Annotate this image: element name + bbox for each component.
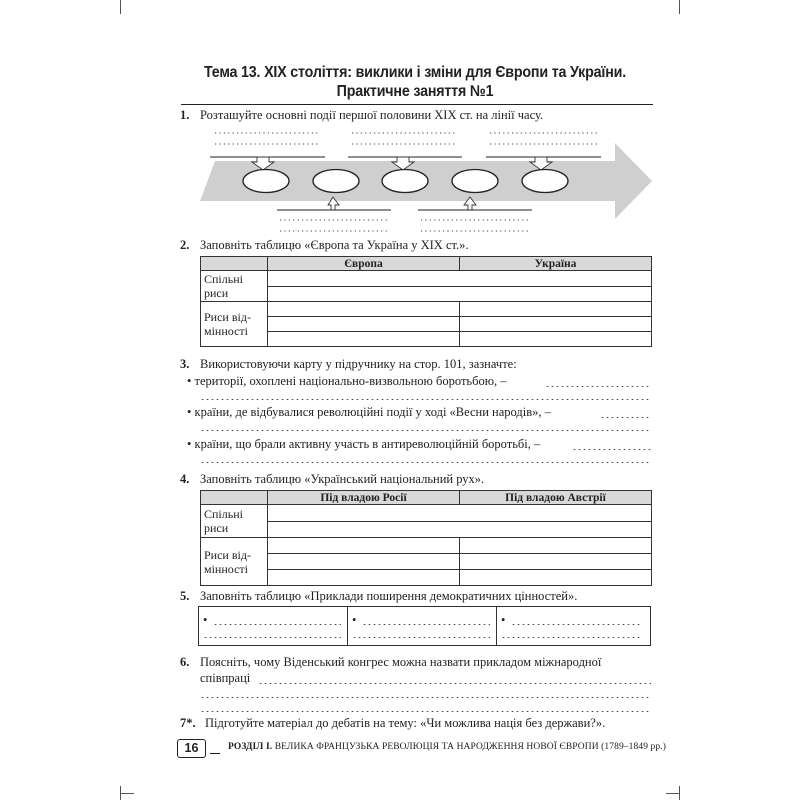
column-header: Україна (460, 257, 652, 271)
question-3-number: 3. (180, 357, 190, 371)
question-6-text-continued: співпраці (200, 671, 251, 685)
answer-line[interactable] (200, 697, 651, 698)
table-corner (201, 257, 268, 271)
column-header: Європа (268, 257, 460, 271)
title-underline (181, 104, 653, 105)
timeline-oval (313, 170, 359, 193)
table-cell[interactable] (268, 505, 652, 522)
question-3-text: Використовуючи карту у підручнику на стор. 101, зазначте: (200, 357, 517, 371)
table-cell[interactable] (268, 287, 652, 302)
answer-line[interactable] (511, 624, 641, 625)
question-6-text: Поясніть, чому Віденський конгрес можна назвати прикладом міжнародної (200, 655, 602, 669)
table-cell[interactable] (268, 570, 460, 586)
answer-line[interactable] (200, 711, 651, 712)
bullet-item: • країни, де відбувалися революційні події у ході «Весни народів», – (187, 405, 551, 419)
column-header: Під владою Росії (268, 491, 460, 505)
values-cell[interactable] (199, 607, 348, 645)
values-cell[interactable] (497, 607, 649, 645)
bullet-marker: • (501, 613, 506, 627)
answer-line[interactable] (600, 417, 651, 418)
answer-line[interactable] (200, 399, 651, 400)
answer-line[interactable] (258, 683, 651, 684)
question-6-number: 6. (180, 655, 190, 669)
timeline (195, 125, 657, 235)
bullet-text: території, охоплені національно-визвольною боротьбою, – (194, 374, 507, 388)
row-label: Спільні риси (201, 505, 268, 538)
table-cell[interactable] (268, 538, 460, 554)
timeline-oval (382, 170, 428, 193)
footer-section-label: РОЗДІЛ І. (228, 742, 273, 752)
timeline-oval (522, 170, 568, 193)
table-cell[interactable] (460, 538, 652, 554)
answer-line[interactable] (545, 386, 651, 387)
question-1-text: Розташуйте основні події першої половини XIX ст. на лінії часу. (200, 108, 544, 122)
question-5-text: Заповніть таблицю «Приклади поширення демократичних цінностей». (200, 589, 578, 603)
row-label: Риси від-мінності (201, 538, 268, 586)
page-number: 16 (177, 739, 206, 758)
timeline-oval (243, 170, 289, 193)
crop-mark (120, 793, 134, 794)
national-movement-table (200, 490, 652, 586)
answer-line[interactable] (200, 462, 651, 463)
values-table (198, 606, 651, 646)
bullet-item: • території, охоплені національно-визвольною боротьбою, – (187, 374, 507, 388)
answer-line[interactable] (572, 449, 651, 450)
bullet-text: країни, де відбувалися революційні події у ході «Весни народів», – (194, 405, 551, 419)
table-cell[interactable] (460, 332, 652, 347)
values-cell[interactable] (348, 607, 497, 645)
europe-ukraine-table (200, 256, 652, 347)
question-7-text: Підготуйте матеріал до дебатів на тему: «Чи можлива нація без держави?». (205, 716, 606, 730)
table-cell[interactable] (460, 317, 652, 332)
table-cell[interactable] (268, 271, 652, 287)
crop-mark (120, 0, 121, 14)
table-corner (201, 491, 268, 505)
bullet-marker: • (352, 613, 357, 627)
table-cell[interactable] (268, 554, 460, 570)
row-label: Риси від-мінності (201, 302, 268, 347)
question-5-number: 5. (180, 589, 190, 603)
answer-line[interactable] (200, 430, 651, 431)
crop-mark (679, 0, 680, 14)
bullet-item: • країни, що брали активну участь в антиреволюційній боротьбі, – (187, 437, 541, 451)
question-4-number: 4. (180, 472, 190, 486)
bullet-marker: • (203, 613, 208, 627)
table-cell[interactable] (460, 554, 652, 570)
timeline-bottom-dots (280, 220, 530, 231)
crop-mark (666, 793, 680, 794)
answer-line[interactable] (501, 637, 641, 638)
answer-line[interactable] (362, 624, 490, 625)
answer-line[interactable] (352, 637, 490, 638)
bullet-text: країни, що брали активну участь в антиреволюційній боротьбі, – (194, 437, 541, 451)
title-line-2: Практичне заняття №1 (336, 83, 494, 100)
table-cell[interactable] (460, 302, 652, 317)
page-title (194, 63, 636, 101)
title-line-1: Тема 13. XIX століття: виклики і зміни для Європи та України. (203, 64, 627, 81)
footer-section-title: ВЕЛИКА ФРАНЦУЗЬКА РЕВОЛЮЦІЯ ТА НАРОДЖЕННЯ НОВОЇ ЄВРОПИ (1789–1849 рр.) (274, 742, 666, 752)
table-cell[interactable] (268, 317, 460, 332)
table-cell[interactable] (268, 332, 460, 347)
question-4-text: Заповніть таблицю «Український національний рух». (200, 472, 485, 486)
column-header: Під владою Австрії (460, 491, 652, 505)
question-2-number: 2. (180, 238, 190, 252)
answer-line[interactable] (203, 637, 341, 638)
question-7-number: 7*. (180, 716, 196, 730)
row-label: Спільні риси (201, 271, 268, 302)
timeline-top-dots (215, 133, 597, 144)
timeline-oval (452, 170, 498, 193)
table-cell[interactable] (460, 570, 652, 586)
table-cell[interactable] (268, 302, 460, 317)
question-2-text: Заповніть таблицю «Європа та Україна у XIX ст.». (200, 238, 469, 252)
footer-section (228, 742, 666, 752)
footer-rule (210, 753, 220, 754)
table-cell[interactable] (268, 522, 652, 538)
question-1-number: 1. (180, 108, 190, 122)
answer-line[interactable] (213, 624, 341, 625)
